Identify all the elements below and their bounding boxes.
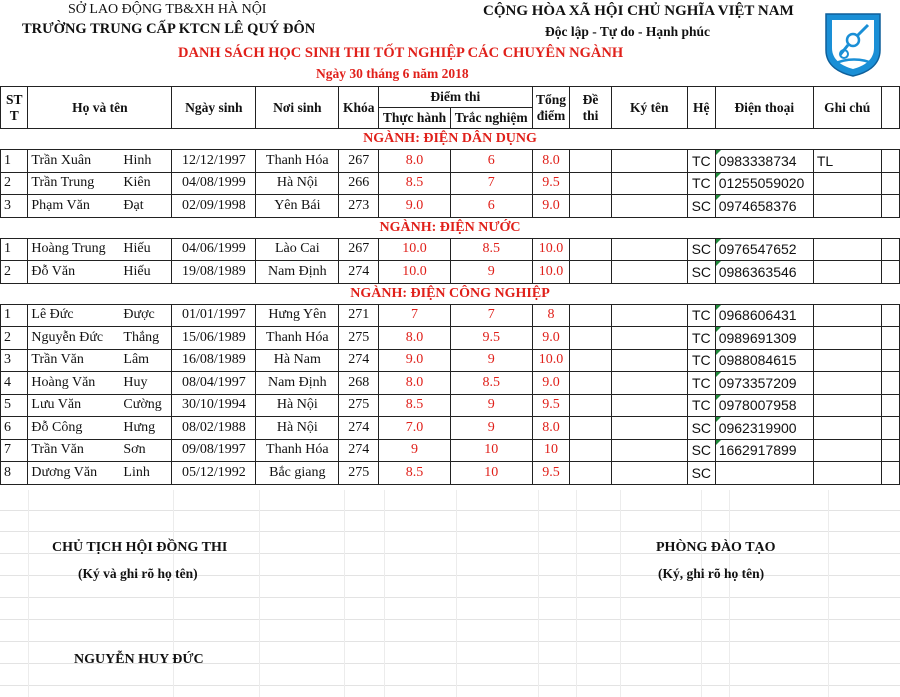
course-cell: 275 bbox=[339, 327, 379, 350]
practice-score-cell: 8.5 bbox=[379, 172, 451, 195]
sheet-gridline bbox=[0, 685, 900, 686]
mc-score-cell: 6 bbox=[450, 150, 532, 173]
phone-number: 0986363546 bbox=[718, 263, 797, 280]
first-name: Lê Đức bbox=[31, 307, 74, 323]
signature-cell bbox=[611, 150, 687, 173]
dob-cell: 12/12/1997 bbox=[172, 150, 256, 173]
first-name: Trần Trung bbox=[31, 175, 95, 191]
sheet-gridline bbox=[620, 490, 621, 697]
header-empty bbox=[881, 87, 899, 129]
system-cell: SC bbox=[687, 462, 715, 485]
name-cell bbox=[28, 417, 172, 440]
school-logo-icon bbox=[822, 10, 884, 78]
name-cell bbox=[28, 327, 172, 350]
first-name: Hoàng Trung bbox=[31, 241, 106, 257]
sheet-gridline bbox=[0, 510, 900, 511]
empty-cell bbox=[881, 150, 899, 173]
signature-cell bbox=[611, 304, 687, 327]
practice-score-cell: 8.0 bbox=[379, 372, 451, 395]
table-row bbox=[1, 261, 900, 284]
stt-cell: 1 bbox=[1, 238, 28, 261]
phone-cell bbox=[715, 261, 813, 284]
note-cell bbox=[813, 172, 881, 195]
last-name: Hưng bbox=[123, 419, 156, 435]
exam-cell bbox=[570, 394, 611, 417]
text-number-marker-icon bbox=[716, 239, 721, 244]
exam-cell bbox=[570, 150, 611, 173]
pob-cell: Lào Cai bbox=[256, 238, 339, 261]
phone-cell bbox=[715, 349, 813, 372]
signature-cell bbox=[611, 417, 687, 440]
name-cell bbox=[28, 195, 172, 218]
empty-cell bbox=[881, 417, 899, 440]
first-name: Trần Văn bbox=[31, 442, 84, 458]
empty-cell bbox=[881, 261, 899, 284]
course-cell: 275 bbox=[339, 394, 379, 417]
phone-cell bbox=[715, 417, 813, 440]
first-name: Trần Xuân bbox=[31, 152, 92, 168]
course-cell: 274 bbox=[339, 417, 379, 440]
header-phone: Điện thoại bbox=[715, 87, 813, 129]
empty-cell bbox=[881, 327, 899, 350]
stt-cell: 1 bbox=[1, 150, 28, 173]
first-name: Phạm Văn bbox=[31, 197, 90, 213]
pob-cell: Nam Định bbox=[256, 261, 339, 284]
header-exam: Đề thi bbox=[570, 87, 611, 129]
total-score-cell: 9.5 bbox=[532, 462, 570, 485]
last-name: Hiếu bbox=[123, 263, 151, 279]
last-name: Hiếu bbox=[123, 241, 151, 257]
dob-cell: 04/08/1999 bbox=[172, 172, 256, 195]
signature-cell bbox=[611, 394, 687, 417]
total-score-cell: 10.0 bbox=[532, 238, 570, 261]
note-cell bbox=[813, 327, 881, 350]
exam-cell bbox=[570, 439, 611, 462]
empty-cell bbox=[881, 462, 899, 485]
last-name: Sơn bbox=[123, 442, 146, 458]
stt-cell: 3 bbox=[1, 349, 28, 372]
header-signature: Ký tên bbox=[611, 87, 687, 129]
mc-score-cell: 6 bbox=[450, 195, 532, 218]
stt-cell: 2 bbox=[1, 261, 28, 284]
dob-cell: 02/09/1998 bbox=[172, 195, 256, 218]
total-score-cell: 10 bbox=[532, 439, 570, 462]
signature-cell bbox=[611, 327, 687, 350]
course-cell: 275 bbox=[339, 462, 379, 485]
mc-score-cell: 9 bbox=[450, 394, 532, 417]
practice-score-cell: 8.0 bbox=[379, 150, 451, 173]
practice-score-cell: 9 bbox=[379, 439, 451, 462]
table-row bbox=[1, 394, 900, 417]
mc-score-cell: 9.5 bbox=[450, 327, 532, 350]
phone-number: 0978007958 bbox=[718, 397, 797, 414]
header-system: Hệ bbox=[687, 87, 715, 129]
course-cell: 274 bbox=[339, 439, 379, 462]
empty-cell bbox=[881, 349, 899, 372]
phone-cell bbox=[715, 439, 813, 462]
pob-cell: Bắc giang bbox=[256, 462, 339, 485]
system-cell: TC bbox=[687, 150, 715, 173]
table-row bbox=[1, 195, 900, 218]
last-name: Cường bbox=[123, 397, 162, 413]
note-cell bbox=[813, 238, 881, 261]
pob-cell: Hà Nội bbox=[256, 172, 339, 195]
course-cell: 274 bbox=[339, 261, 379, 284]
phone-number: 0983338734 bbox=[718, 152, 797, 169]
sheet-gridline bbox=[384, 490, 385, 697]
first-name: Lưu Văn bbox=[31, 397, 82, 413]
dob-cell: 08/04/1997 bbox=[172, 372, 256, 395]
exam-cell bbox=[570, 238, 611, 261]
practice-score-cell: 10.0 bbox=[379, 238, 451, 261]
total-score-cell: 10.0 bbox=[532, 261, 570, 284]
name-cell bbox=[28, 304, 172, 327]
table-row bbox=[1, 439, 900, 462]
stt-cell: 4 bbox=[1, 372, 28, 395]
dob-cell: 04/06/1999 bbox=[172, 238, 256, 261]
phone-number: 0973357209 bbox=[718, 374, 797, 391]
phone-number: 0968606431 bbox=[718, 307, 797, 324]
school-name: TRƯỜNG TRUNG CẤP KTCN LÊ QUÝ ĐÔN bbox=[22, 21, 316, 37]
system-cell: TC bbox=[687, 372, 715, 395]
total-score-cell: 9.0 bbox=[532, 372, 570, 395]
empty-cell bbox=[881, 172, 899, 195]
text-number-marker-icon bbox=[716, 440, 721, 445]
header-name: Họ và tên bbox=[28, 87, 172, 129]
sheet-gridline bbox=[0, 597, 900, 598]
total-score-cell: 8.0 bbox=[532, 417, 570, 440]
empty-cell bbox=[881, 394, 899, 417]
stt-cell: 8 bbox=[1, 462, 28, 485]
phone-cell bbox=[715, 304, 813, 327]
total-score-cell: 10.0 bbox=[532, 349, 570, 372]
name-cell bbox=[28, 238, 172, 261]
table-row bbox=[1, 327, 900, 350]
last-name: Được bbox=[123, 307, 155, 323]
last-name: Thắng bbox=[123, 329, 160, 345]
pob-cell: Thanh Hóa bbox=[256, 439, 339, 462]
note-cell bbox=[813, 195, 881, 218]
mc-score-cell: 10 bbox=[450, 439, 532, 462]
table-row bbox=[1, 238, 900, 261]
phone-cell bbox=[715, 394, 813, 417]
exam-cell bbox=[570, 261, 611, 284]
phone-number: 0974658376 bbox=[718, 197, 797, 214]
last-name: Hinh bbox=[123, 152, 152, 168]
exam-cell bbox=[570, 349, 611, 372]
national-title: CỘNG HÒA XÃ HỘI CHỦ NGHĨA VIỆT NAM bbox=[483, 3, 794, 19]
total-score-cell: 9.5 bbox=[532, 394, 570, 417]
note-cell bbox=[813, 394, 881, 417]
phone-cell bbox=[715, 172, 813, 195]
sheet-gridline bbox=[828, 490, 829, 697]
dob-cell: 15/06/1989 bbox=[172, 327, 256, 350]
system-cell: TC bbox=[687, 304, 715, 327]
phone-cell bbox=[715, 238, 813, 261]
system-cell: TC bbox=[687, 327, 715, 350]
mc-score-cell: 7 bbox=[450, 172, 532, 195]
note-cell bbox=[813, 372, 881, 395]
header-scores: Điểm thi bbox=[379, 87, 532, 108]
last-name: Lâm bbox=[123, 352, 150, 368]
mc-score-cell: 8.5 bbox=[450, 372, 532, 395]
exam-cell bbox=[570, 304, 611, 327]
stt-cell: 2 bbox=[1, 172, 28, 195]
section-title: NGÀNH: ĐIỆN DÂN DỤNG bbox=[1, 129, 900, 150]
practice-score-cell: 9.0 bbox=[379, 195, 451, 218]
note-cell bbox=[813, 417, 881, 440]
stt-cell: 1 bbox=[1, 304, 28, 327]
signature-cell bbox=[611, 349, 687, 372]
first-name: Đỗ Công bbox=[31, 419, 83, 435]
total-score-cell: 8 bbox=[532, 304, 570, 327]
mc-score-cell: 9 bbox=[450, 261, 532, 284]
sheet-gridline bbox=[0, 619, 900, 620]
sheet-gridline bbox=[538, 490, 539, 697]
sheet-gridline bbox=[576, 490, 577, 697]
mc-score-cell: 9 bbox=[450, 417, 532, 440]
course-cell: 273 bbox=[339, 195, 379, 218]
table-row bbox=[1, 417, 900, 440]
practice-score-cell: 9.0 bbox=[379, 349, 451, 372]
dob-cell: 19/08/1989 bbox=[172, 261, 256, 284]
practice-score-cell: 7 bbox=[379, 304, 451, 327]
system-cell: SC bbox=[687, 195, 715, 218]
sheet-gridline bbox=[0, 641, 900, 642]
council-chair-title: CHỦ TỊCH HỘI ĐỒNG THI bbox=[52, 540, 228, 555]
signature-cell bbox=[611, 439, 687, 462]
course-cell: 271 bbox=[339, 304, 379, 327]
practice-score-cell: 8.0 bbox=[379, 327, 451, 350]
course-cell: 267 bbox=[339, 150, 379, 173]
sheet-gridline bbox=[259, 490, 260, 697]
training-office-title: PHÒNG ĐÀO TẠO bbox=[656, 540, 776, 555]
table-row bbox=[1, 150, 900, 173]
practice-score-cell: 7.0 bbox=[379, 417, 451, 440]
phone-cell bbox=[715, 462, 813, 485]
name-cell bbox=[28, 372, 172, 395]
signature-cell bbox=[611, 462, 687, 485]
header-total: Tổng điểm bbox=[532, 87, 570, 129]
last-name: Linh bbox=[123, 464, 150, 480]
total-score-cell: 9.0 bbox=[532, 195, 570, 218]
empty-cell bbox=[881, 372, 899, 395]
text-number-marker-icon bbox=[716, 305, 721, 310]
text-number-marker-icon bbox=[716, 372, 721, 377]
exam-cell bbox=[570, 195, 611, 218]
section-row bbox=[1, 129, 900, 150]
header-multiple-choice: Trắc nghiệm bbox=[450, 108, 532, 129]
pob-cell: Hà Nam bbox=[256, 349, 339, 372]
last-name: Kiên bbox=[123, 175, 151, 191]
exam-cell bbox=[570, 372, 611, 395]
name-cell bbox=[28, 394, 172, 417]
dob-cell: 05/12/1992 bbox=[172, 462, 256, 485]
signature-cell bbox=[611, 261, 687, 284]
course-cell: 268 bbox=[339, 372, 379, 395]
section-title: NGÀNH: ĐIỆN CÔNG NGHIỆP bbox=[1, 283, 900, 304]
section-title: NGÀNH: ĐIỆN NƯỚC bbox=[1, 217, 900, 238]
phone-cell bbox=[715, 150, 813, 173]
system-cell: TC bbox=[687, 172, 715, 195]
phone-number: 0989691309 bbox=[718, 329, 797, 346]
text-number-marker-icon bbox=[716, 417, 721, 422]
signature-cell bbox=[611, 195, 687, 218]
exam-cell bbox=[570, 417, 611, 440]
first-name: Dương Văn bbox=[31, 464, 98, 480]
name-cell bbox=[28, 349, 172, 372]
header-dob: Ngày sinh bbox=[172, 87, 256, 129]
phone-number: 01255059020 bbox=[718, 175, 805, 192]
name-cell bbox=[28, 150, 172, 173]
phone-cell bbox=[715, 327, 813, 350]
exam-cell bbox=[570, 327, 611, 350]
total-score-cell: 9.5 bbox=[532, 172, 570, 195]
dob-cell: 30/10/1994 bbox=[172, 394, 256, 417]
mc-score-cell: 8.5 bbox=[450, 238, 532, 261]
text-number-marker-icon bbox=[716, 350, 721, 355]
table-row bbox=[1, 372, 900, 395]
stt-cell: 5 bbox=[1, 394, 28, 417]
text-number-marker-icon bbox=[716, 327, 721, 332]
first-name: Hoàng Văn bbox=[31, 374, 96, 390]
text-number-marker-icon bbox=[716, 395, 721, 400]
note-cell: TL bbox=[813, 150, 881, 173]
pob-cell: Hà Nội bbox=[256, 394, 339, 417]
system-cell: SC bbox=[687, 417, 715, 440]
system-cell: SC bbox=[687, 261, 715, 284]
student-table bbox=[0, 86, 900, 485]
dob-cell: 09/08/1997 bbox=[172, 439, 256, 462]
department-name: SỞ LAO ĐỘNG TB&XH HÀ NỘI bbox=[68, 2, 267, 17]
section-row bbox=[1, 217, 900, 238]
practice-score-cell: 10.0 bbox=[379, 261, 451, 284]
phone-number: 0976547652 bbox=[718, 241, 797, 258]
stt-cell: 7 bbox=[1, 439, 28, 462]
mc-score-cell: 10 bbox=[450, 462, 532, 485]
text-number-marker-icon bbox=[716, 261, 721, 266]
stt-cell: 2 bbox=[1, 327, 28, 350]
note-cell bbox=[813, 261, 881, 284]
document-date: Ngày 30 tháng 6 năm 2018 bbox=[316, 66, 469, 81]
stt-cell: 6 bbox=[1, 417, 28, 440]
exam-cell bbox=[570, 462, 611, 485]
last-name: Đạt bbox=[123, 197, 144, 213]
sheet-gridline bbox=[28, 490, 29, 697]
header-pob: Nơi sinh bbox=[256, 87, 339, 129]
text-number-marker-icon bbox=[716, 195, 721, 200]
document-title: DANH SÁCH HỌC SINH THI TỐT NGHIỆP CÁC CHUYÊN NGÀNH bbox=[178, 45, 624, 61]
table-row bbox=[1, 349, 900, 372]
sheet-gridline bbox=[729, 490, 730, 697]
note-cell bbox=[813, 349, 881, 372]
dob-cell: 08/02/1988 bbox=[172, 417, 256, 440]
text-number-marker-icon bbox=[716, 150, 721, 155]
header-stt: ST T bbox=[1, 87, 28, 129]
header-note: Ghi chú bbox=[813, 87, 881, 129]
exam-cell bbox=[570, 172, 611, 195]
text-number-marker-icon bbox=[716, 173, 721, 178]
total-score-cell: 8.0 bbox=[532, 150, 570, 173]
sheet-gridline bbox=[456, 490, 457, 697]
first-name: Đỗ Văn bbox=[31, 263, 76, 279]
empty-cell bbox=[881, 195, 899, 218]
empty-cell bbox=[881, 439, 899, 462]
pob-cell: Yên Bái bbox=[256, 195, 339, 218]
pob-cell: Hà Nội bbox=[256, 417, 339, 440]
course-cell: 266 bbox=[339, 172, 379, 195]
mc-score-cell: 7 bbox=[450, 304, 532, 327]
phone-cell bbox=[715, 372, 813, 395]
empty-cell bbox=[881, 304, 899, 327]
name-cell bbox=[28, 462, 172, 485]
table-row bbox=[1, 462, 900, 485]
dob-cell: 16/08/1989 bbox=[172, 349, 256, 372]
council-chair-name: NGUYỄN HUY ĐỨC bbox=[74, 652, 204, 667]
pob-cell: Hưng Yên bbox=[256, 304, 339, 327]
practice-score-cell: 8.5 bbox=[379, 394, 451, 417]
phone-cell bbox=[715, 195, 813, 218]
table-row bbox=[1, 172, 900, 195]
empty-cell bbox=[881, 238, 899, 261]
name-cell bbox=[28, 261, 172, 284]
signature-cell bbox=[611, 172, 687, 195]
name-cell bbox=[28, 172, 172, 195]
practice-score-cell: 8.5 bbox=[379, 462, 451, 485]
signature-cell bbox=[611, 238, 687, 261]
course-cell: 274 bbox=[339, 349, 379, 372]
signature-cell bbox=[611, 372, 687, 395]
header-practice: Thực hành bbox=[379, 108, 451, 129]
table-row bbox=[1, 304, 900, 327]
system-cell: TC bbox=[687, 349, 715, 372]
pob-cell: Nam Định bbox=[256, 372, 339, 395]
course-cell: 267 bbox=[339, 238, 379, 261]
national-motto: Độc lập - Tự do - Hạnh phúc bbox=[545, 24, 711, 39]
first-name: Trần Văn bbox=[31, 352, 84, 368]
header-course: Khóa bbox=[339, 87, 379, 129]
system-cell: TC bbox=[687, 394, 715, 417]
sheet-gridline bbox=[344, 490, 345, 697]
note-cell bbox=[813, 439, 881, 462]
pob-cell: Thanh Hóa bbox=[256, 150, 339, 173]
stt-cell: 3 bbox=[1, 195, 28, 218]
note-cell bbox=[813, 462, 881, 485]
total-score-cell: 9.0 bbox=[532, 327, 570, 350]
sheet-gridline bbox=[701, 490, 702, 697]
phone-number: 0988084615 bbox=[718, 352, 797, 369]
dob-cell: 01/01/1997 bbox=[172, 304, 256, 327]
council-chair-instruction: (Ký và ghi rõ họ tên) bbox=[78, 566, 198, 581]
phone-number: 0962319900 bbox=[718, 419, 797, 436]
first-name: Nguyễn Đức bbox=[31, 329, 104, 345]
note-cell bbox=[813, 304, 881, 327]
name-cell bbox=[28, 439, 172, 462]
system-cell: SC bbox=[687, 238, 715, 261]
system-cell: SC bbox=[687, 439, 715, 462]
section-row bbox=[1, 283, 900, 304]
sheet-gridline bbox=[0, 531, 900, 532]
phone-number: 1662917899 bbox=[718, 442, 797, 459]
pob-cell: Thanh Hóa bbox=[256, 327, 339, 350]
training-office-instruction: (Ký, ghi rõ họ tên) bbox=[658, 566, 765, 581]
last-name: Huy bbox=[123, 374, 148, 390]
mc-score-cell: 9 bbox=[450, 349, 532, 372]
